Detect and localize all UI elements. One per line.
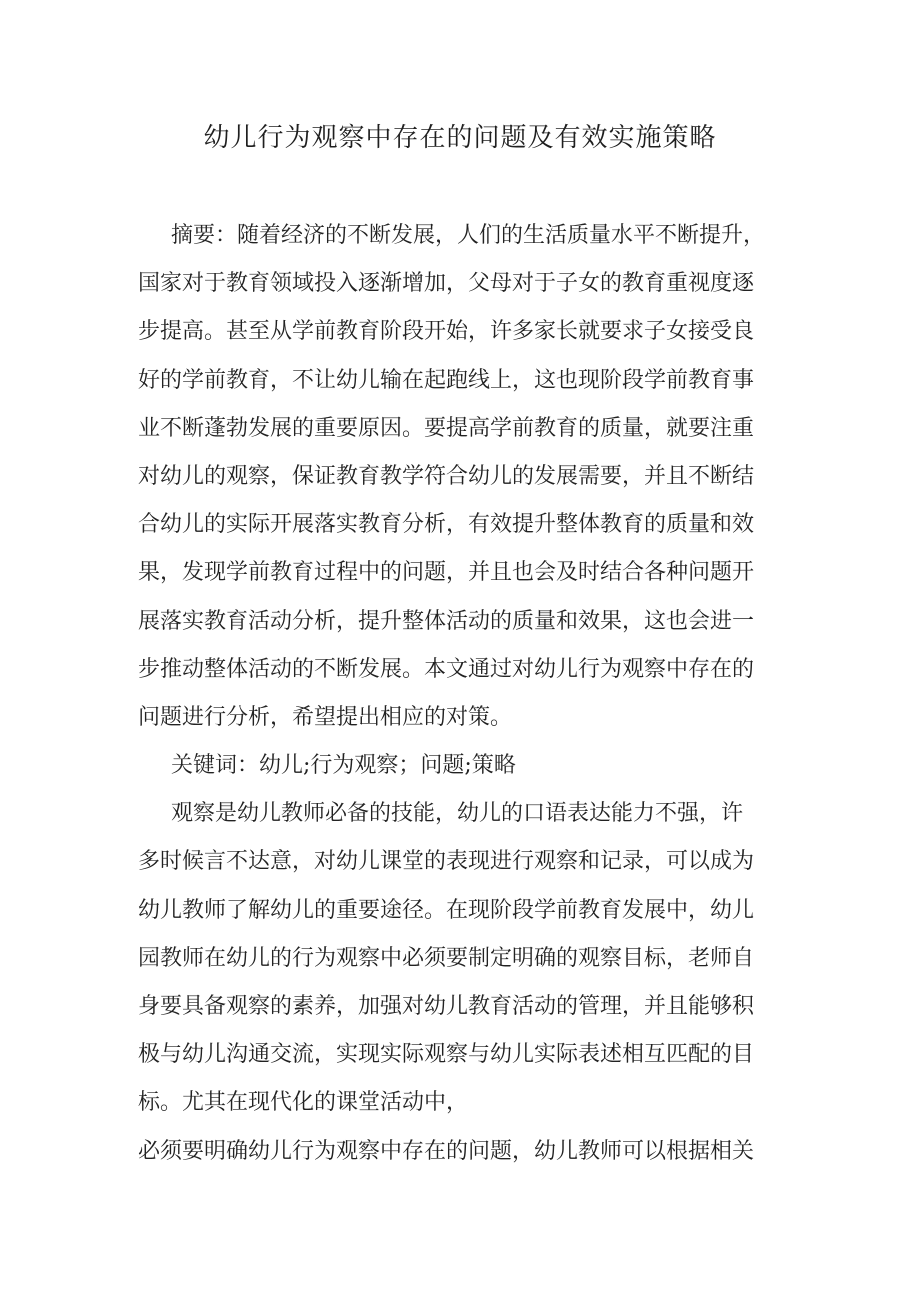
body-line: 标。尤其在现代化的课堂活动中， — [138, 1090, 469, 1116]
abstract-line: 果，发现学前教育过程中的问题，并且也会及时结合各种问题开 — [138, 560, 755, 586]
document-title: 幼儿行为观察中存在的问题及有效实施策略 — [203, 123, 717, 153]
abstract-line: 业不断蓬勃发展的重要原因。要提高学前教育的质量，就要注重 — [138, 415, 755, 441]
abstract-line: 国家对于教育领域投入逐渐增加，父母对于子女的教育重视度逐 — [138, 271, 755, 297]
document-body — [138, 212, 788, 1176]
body-line: 极与幼儿沟通交流，实现实际观察与幼儿实际表述相互匹配的目 — [138, 1042, 755, 1068]
body-line: 多时候言不达意，对幼儿课堂的表现进行观察和记录，可以成为 — [138, 849, 755, 875]
abstract-line: 步推动整体活动的不断发展。本文通过对幼儿行为观察中存在的 — [138, 656, 755, 682]
abstract-line: 摘要：随着经济的不断发展，人们的生活质量水平不断提升， — [171, 223, 766, 248]
keywords-line: 关键词：幼儿;行为观察；问题;策略 — [171, 753, 516, 779]
abstract-line: 展落实教育活动分析，提升整体活动的质量和效果，这也会进一 — [138, 608, 755, 634]
abstract-line: 对幼儿的观察，保证教育教学符合幼儿的发展需要，并且不断结 — [138, 463, 755, 489]
body-line: 园教师在幼儿的行为观察中必须要制定明确的观察目标，老师自 — [138, 945, 755, 971]
body-line: 身要具备观察的素养，加强对幼儿教育活动的管理，并且能够积 — [138, 994, 755, 1019]
abstract-line: 好的学前教育，不让幼儿输在起跑线上，这也现阶段学前教育事 — [138, 367, 755, 393]
abstract-line: 步提高。甚至从学前教育阶段开始，许多家长就要求子女接受良 — [138, 319, 755, 345]
body-line: 观察是幼儿教师必备的技能，幼儿的口语表达能力不强，许 — [171, 801, 744, 827]
body-line: 幼儿教师了解幼儿的重要途径。在现阶段学前教育发展中，幼儿 — [138, 897, 755, 923]
body-line: 必须要明确幼儿行为观察中存在的问题，幼儿教师可以根据相关 — [138, 1138, 755, 1164]
abstract-line: 问题进行分析，希望提出相应的对策。 — [138, 704, 513, 730]
abstract-line: 合幼儿的实际开展落实教育分析，有效提升整体教育的质量和效 — [138, 512, 755, 538]
